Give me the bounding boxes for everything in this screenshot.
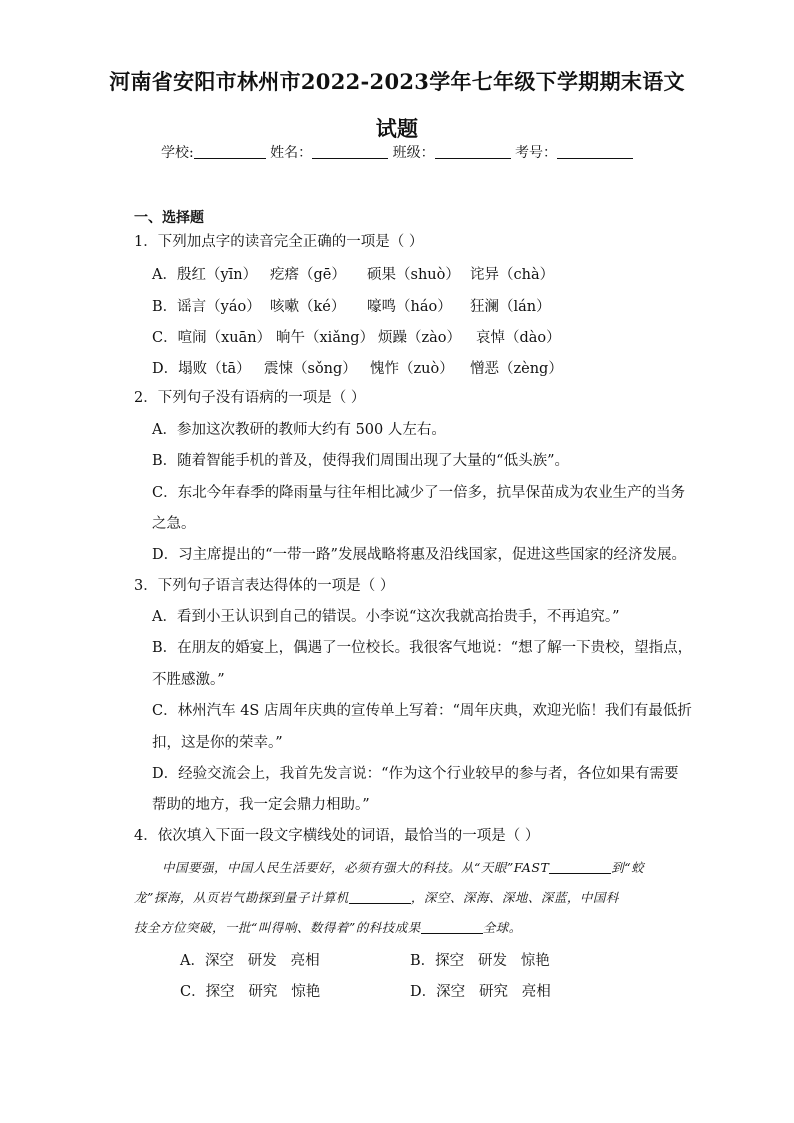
- q3-stem: 3．下列句子语言表达得体的一项是（ ）: [134, 578, 395, 594]
- q3-option-c-line1[interactable]: C．林州汽车 4S 店周年庆典的宣传单上写着：“周年庆典，欢迎光临！我们有最低折: [152, 703, 692, 719]
- name-label: 姓名：: [270, 145, 313, 161]
- q1-b-3: 嚎鸣（háo）: [367, 299, 452, 315]
- q2-option-c-line1[interactable]: C．东北今年春季的降雨量与往年相比减少了一倍多，抗旱保苗成为农业生产的当务: [152, 485, 686, 501]
- q1-a-3: 硕果（shuò）: [367, 267, 460, 283]
- q4-option-d[interactable]: D．深空 研究 亮相: [410, 984, 551, 1000]
- school-label: 学校:: [160, 145, 194, 161]
- name-blank[interactable]: [312, 144, 388, 159]
- q4-stem: 4．依次填入下面一段文字横线处的词语，最恰当的一项是（ ）: [134, 828, 540, 844]
- q2-option-b[interactable]: B．随着智能手机的普及，使得我们周围出现了大量的“低头族”。: [152, 453, 569, 469]
- q1-a-4: 诧异（chà）: [470, 267, 555, 283]
- q4-p3-text-a: 技全方位突破，一批“叫得响、数得着”的科技成果: [134, 920, 421, 935]
- q4-p1-text-a: 中国要强，中国人民生活要好，必须有强大的科技。从“天眼”FAST: [162, 860, 550, 875]
- q2-option-c-line2: 之急。: [152, 516, 196, 532]
- q4-blank-2[interactable]: [349, 891, 411, 904]
- q1-c-3: 烦躁（zào）: [378, 330, 462, 346]
- student-info-row: [0, 142, 794, 162]
- q1-d-4: 憎恶（zèng）: [470, 361, 563, 377]
- exam-no-label: 考号：: [515, 145, 558, 161]
- title-line-2: 试题: [375, 116, 419, 141]
- q4-option-c[interactable]: C．探空 研究 惊艳: [180, 984, 321, 1000]
- q4-p2-text-b: ，深空、深海、深地、深蓝，中国科: [410, 890, 619, 905]
- school-blank[interactable]: [194, 144, 266, 159]
- q1-c-4: 哀悼（dào）: [476, 330, 561, 346]
- q1-d-2: 震悚（sǒng）: [264, 361, 357, 377]
- q4-option-a[interactable]: A．深空 研发 亮相: [180, 953, 320, 969]
- q1-c-2: 晌午（xiǎng）: [276, 330, 375, 346]
- q3-option-c-line2: 扣，这是你的荣幸。”: [152, 735, 283, 751]
- q1-a-1: A．殷红（yīn）: [152, 267, 258, 283]
- q3-option-b-line2: 不胜感激。”: [152, 672, 225, 688]
- class-blank[interactable]: [435, 144, 511, 159]
- q3-option-b-line1[interactable]: B．在朋友的婚宴上，偶遇了一位校长。我很客气地说：“想了解一下贵校，望指点，: [152, 640, 693, 656]
- q4-passage-line1: [162, 858, 644, 876]
- q4-p2-text-a: 龙”探海，从页岩气勘探到量子计算机: [134, 890, 349, 905]
- q1-b-4: 狂澜（lán）: [470, 299, 551, 315]
- q1-d-1: D．塌败（tā）: [152, 361, 251, 377]
- class-label: 班级：: [392, 145, 435, 161]
- q2-stem: 2．下列句子没有语病的一项是（ ）: [134, 390, 366, 406]
- q3-option-d-line1[interactable]: D．经验交流会上，我首先发言说：“作为这个行业较早的参与者，各位如果有需要: [152, 766, 679, 782]
- q1-b-2: 咳嗽（ké）: [270, 299, 346, 315]
- exam-no-blank[interactable]: [557, 144, 633, 159]
- q2-option-d[interactable]: D．习主席提出的“一带一路”发展战略将惠及沿线国家，促进这些国家的经济发展。: [152, 547, 686, 563]
- q4-blank-1[interactable]: [549, 861, 611, 874]
- q4-option-b[interactable]: B．探空 研发 惊艳: [410, 953, 550, 969]
- q1-a-2: 疙瘩（gē）: [270, 267, 346, 283]
- q1-b-1: B．谣言（yáo）: [152, 299, 261, 315]
- q4-blank-3[interactable]: [421, 921, 483, 934]
- q4-passage-line2: [134, 888, 619, 906]
- q1-c-1: C．喧闹（xuān）: [152, 330, 272, 346]
- title-line-1: 河南省安阳市林州市2022-2023学年七年级下学期期末语文: [109, 69, 685, 94]
- q2-option-a[interactable]: A．参加这次教研的教师大约有 500 人左右。: [152, 422, 446, 438]
- q3-option-d-line2: 帮助的地方，我一定会鼎力相助。”: [152, 797, 370, 813]
- q1-stem: 1．下列加点字的读音完全正确的一项是（ ）: [134, 234, 424, 250]
- q4-p1-text-b: 到“蛟: [611, 860, 645, 875]
- q1-d-3: 愧怍（zuò）: [370, 361, 454, 377]
- section-title: 一、选择题: [134, 210, 204, 226]
- q4-passage-line3: [134, 918, 522, 936]
- q4-p3-text-b: 全球。: [482, 920, 522, 935]
- q3-option-a[interactable]: A．看到小王认识到自己的错误。小李说“这次我就高抬贵手，不再追究。”: [152, 609, 620, 625]
